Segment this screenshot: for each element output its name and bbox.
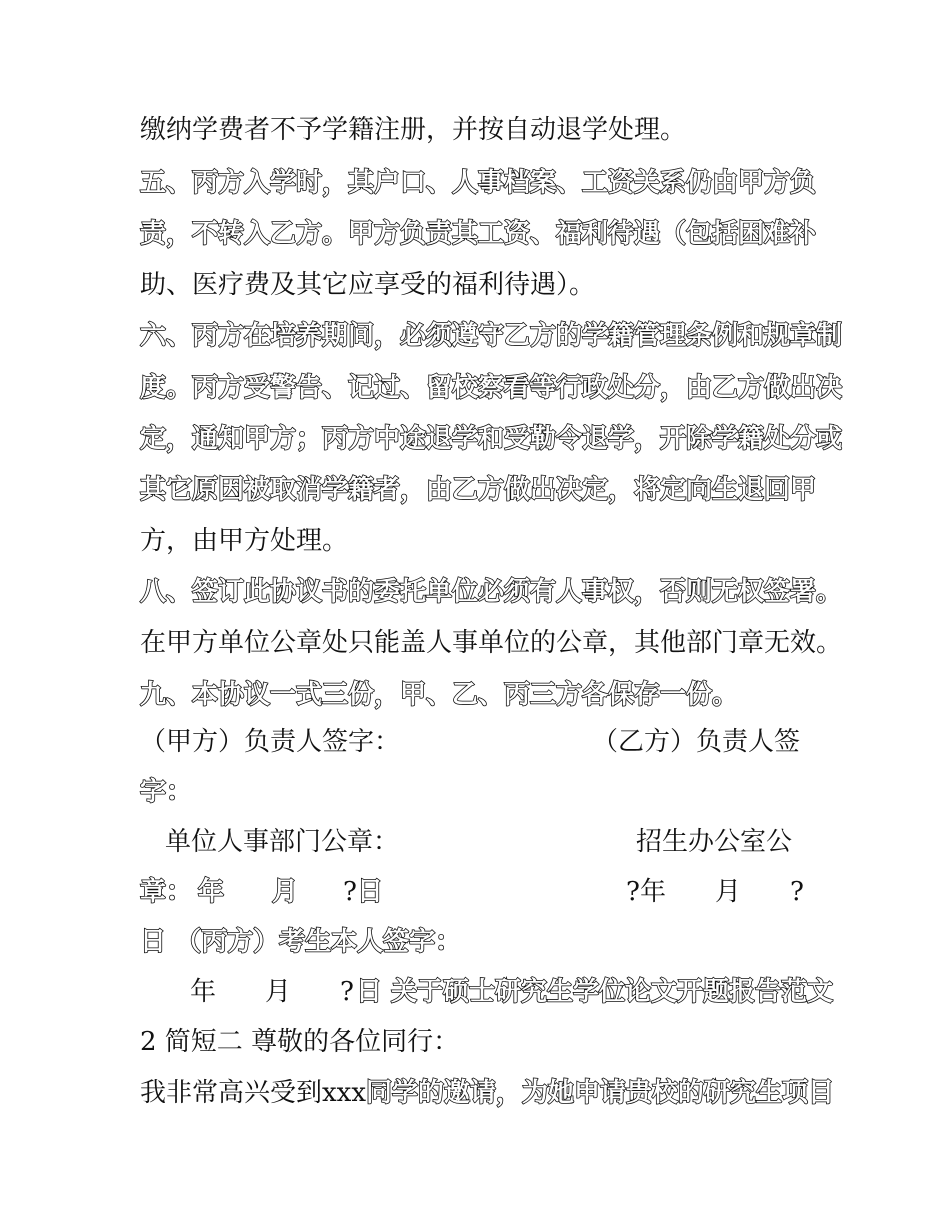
clause-6-line-3: 定，通知甲方；丙方中途退学和受勒令退学，开除学籍处分或 — [140, 424, 843, 454]
date-year-3: 年 — [190, 977, 217, 1007]
letter-first-line — [140, 1073, 835, 1113]
signature-line-party-a-b — [140, 722, 820, 762]
letter-text-c: 同学的邀请，为她申请贵校的研究生项目 — [366, 1078, 835, 1108]
date-placeholder-3: ? — [340, 977, 354, 1007]
date-line-1 — [140, 872, 820, 912]
letter-text-name: xxx — [322, 1078, 367, 1108]
clause-5-line-3: 助、医疗费及其它应享受的福利待遇）。 — [140, 270, 596, 300]
date-line-3 — [140, 972, 834, 1012]
date-month-2: 月 — [715, 877, 742, 907]
seal-line — [140, 822, 820, 862]
seal-continuation: 章： — [140, 877, 193, 907]
date-year-1: 年 — [198, 877, 225, 907]
clause-8-line-1: 八、签订此协议书的委托单位必须有人事权，否则无权签署。 — [140, 577, 843, 607]
date-placeholder-2: ? — [790, 877, 804, 907]
paragraph-line-1: 缴纳学费者不予学籍注册，并按自动退学处理。 — [140, 115, 687, 145]
clause-6-line-5: 方，由甲方处理。 — [140, 526, 349, 556]
hr-seal-label: 单位人事部门公章： — [165, 827, 400, 857]
party-c-signature-label: （丙方）考生本人签字： — [175, 927, 462, 957]
heading-continuation: 2 简短二 尊敬的各位同行： — [140, 1027, 460, 1057]
party-b-signature-label: （乙方）负责人签 — [592, 727, 801, 757]
clause-8-line-2: 在甲方单位公章处只能盖人事单位的公章，其他部门章无效。 — [140, 628, 843, 658]
date-line-2 — [140, 922, 820, 962]
date-day-2: 日 — [140, 927, 167, 957]
clause-6-line-2: 度。丙方受警告、记过、留校察看等行政处分，由乙方做出决 — [140, 373, 843, 403]
date-placeholder-1: ? — [343, 877, 357, 907]
clause-5-line-1: 五、丙方入学时，其户口、人事档案、工资关系仍由甲方负 — [140, 168, 817, 198]
date-month-1: 月 — [272, 877, 299, 907]
clause-6-line-1: 六、丙方在培养期间，必须遵守乙方的学籍管理条例和规章制 — [140, 321, 843, 351]
date-day-3-and-heading: 日 关于硕士研究生学位论文开题报告范文 — [356, 977, 834, 1007]
admissions-seal-label: 招生办公室公 — [636, 827, 793, 857]
signature-line-continuation: 字： — [140, 777, 193, 807]
party-a-signature-label: （甲方）负责人签字： — [140, 727, 401, 757]
clause-5-line-2: 责，不转入乙方。甲方负责其工资、福利待遇（包括困难补 — [140, 219, 817, 249]
letter-text-a: 我非常高兴受到 — [140, 1078, 323, 1108]
clause-9-line: 九、本协议一式三份，甲、乙、丙三方各保存一份。 — [140, 680, 739, 710]
date-month-3: 月 — [265, 977, 292, 1007]
date-day-1: 日 — [357, 877, 384, 907]
clause-6-line-4: 其它原因被取消学籍者，由乙方做出决定，将定向生退回甲 — [140, 475, 817, 505]
date-year-2: ?年 — [626, 877, 666, 907]
